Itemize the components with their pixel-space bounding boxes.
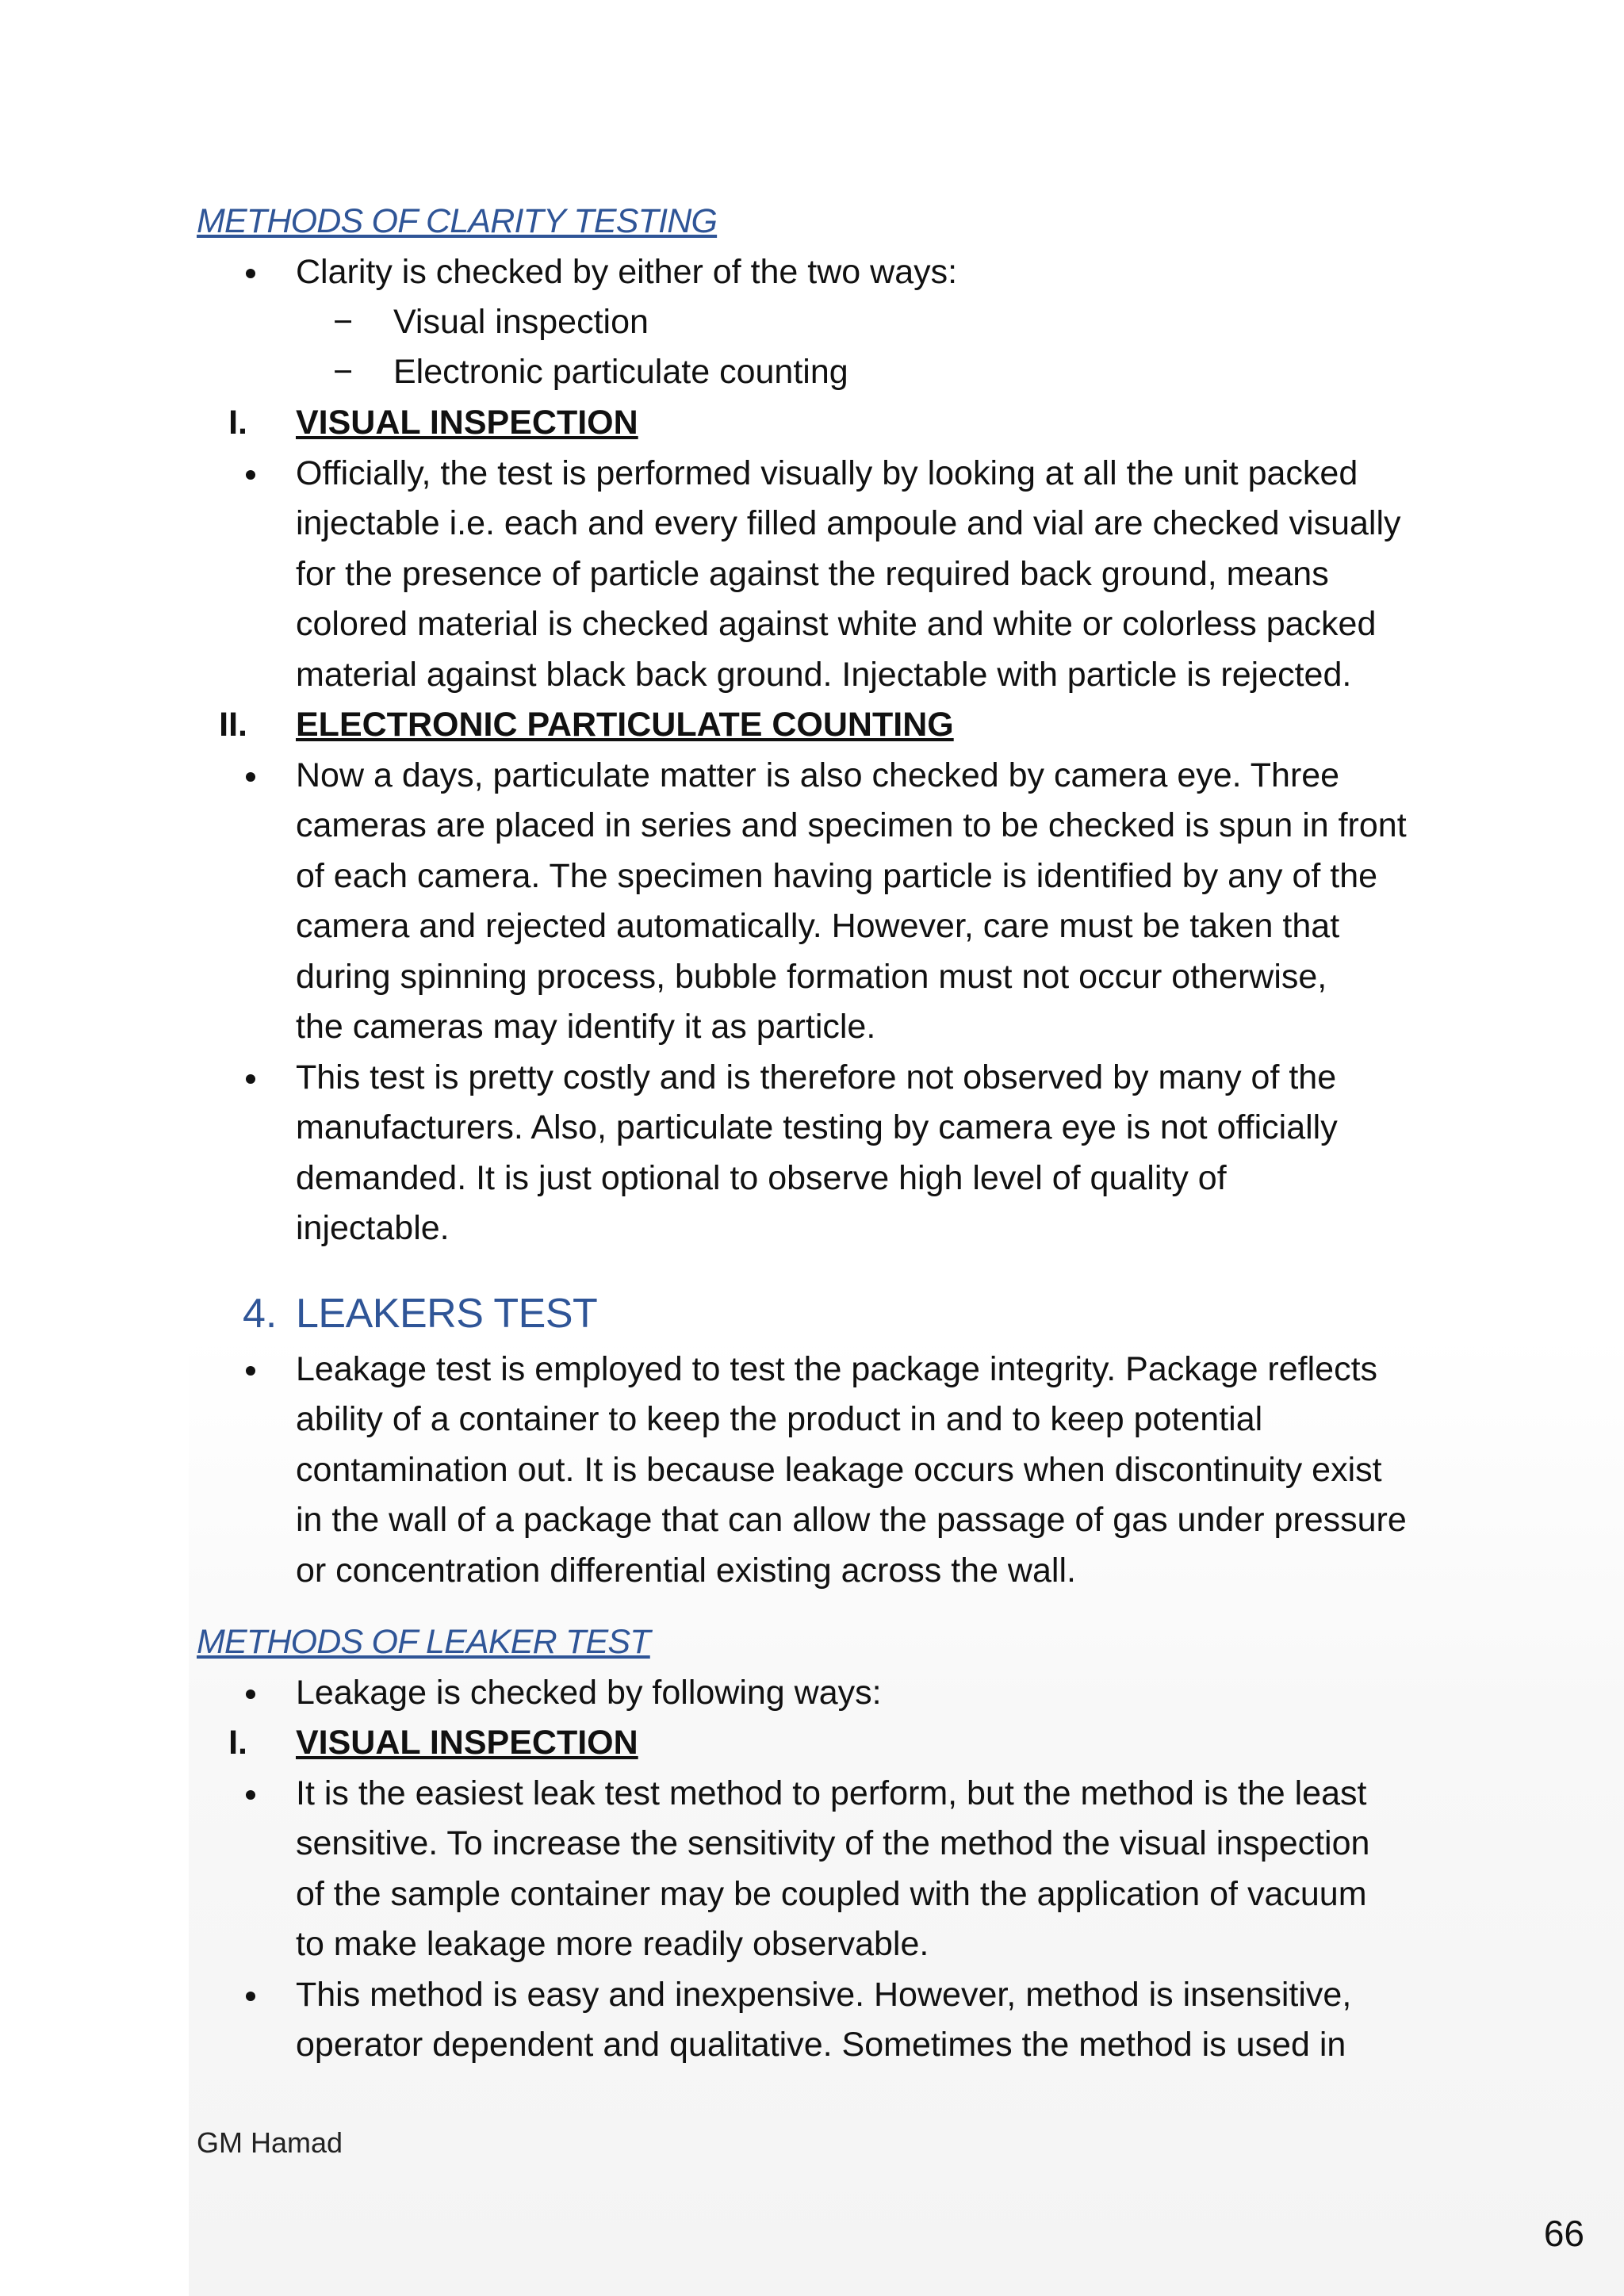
clarity-methods-heading: METHODS OF CLARITY TESTING <box>197 202 718 240</box>
leak-visual-line: operator dependent and qualitative. Sometimes the method is used in <box>296 2026 1346 2064</box>
dash-icon: − <box>333 353 354 391</box>
visual-inspection-heading: VISUAL INSPECTION <box>296 404 638 442</box>
numeral-i: I. <box>228 404 247 442</box>
clarity-intro: Clarity is checked by either of the two ways: <box>296 253 958 291</box>
numeral-i: I. <box>228 1724 247 1762</box>
footer-author: GM Hamad <box>197 2126 343 2159</box>
bullet-icon <box>246 1366 255 1376</box>
leakers-test-heading: LEAKERS TEST <box>296 1291 598 1337</box>
numeral-ii: II. <box>219 706 247 744</box>
electronic-line: demanded. It is just optional to observe high level of quality of <box>296 1159 1227 1197</box>
way-visual-inspection: Visual inspection <box>393 303 649 341</box>
bullet-icon <box>246 772 255 782</box>
bullet-icon <box>246 1790 255 1800</box>
leak-visual-line: sensitive. To increase the sensitivity of the method the visual inspection <box>296 1824 1370 1862</box>
visual-line: Officially, the test is performed visually by looking at all the unit packed <box>296 454 1358 492</box>
bullet-icon <box>246 470 255 480</box>
leakers-line: contamination out. It is because leakage occurs when discontinuity exist <box>296 1451 1382 1489</box>
bullet-icon <box>246 1074 255 1084</box>
electronic-line: Now a days, particulate matter is also checked by camera eye. Three <box>296 756 1340 794</box>
leak-visual-line: to make leakage more readily observable. <box>296 1925 929 1963</box>
page-number: 66 <box>1543 2213 1584 2254</box>
leak-visual-inspection-heading: VISUAL INSPECTION <box>296 1724 638 1762</box>
electronic-counting-heading: ELECTRONIC PARTICULATE COUNTING <box>296 706 954 744</box>
electronic-line: camera and rejected automatically. However, care must be taken that <box>296 907 1340 945</box>
electronic-line: during spinning process, bubble formation must not occur otherwise, <box>296 958 1327 996</box>
visual-line: colored material is checked against white and white or colorless packed <box>296 605 1377 643</box>
way-electronic-counting: Electronic particulate counting <box>393 353 848 391</box>
electronic-line: injectable. <box>296 1209 450 1247</box>
electronic-line: manufacturers. Also, particulate testing by camera eye is not officially <box>296 1108 1338 1146</box>
electronic-line: of each camera. The specimen having particle is identified by any of the <box>296 857 1378 895</box>
leakers-line: Leakage test is employed to test the package integrity. Package reflects <box>296 1350 1378 1388</box>
leaker-methods-heading: METHODS OF LEAKER TEST <box>197 1623 650 1661</box>
leakers-line: ability of a container to keep the product in and to keep potential <box>296 1400 1263 1438</box>
bullet-icon <box>246 1992 255 2001</box>
electronic-line: cameras are placed in series and specimen to be checked is spun in front <box>296 806 1407 844</box>
bullet-icon <box>246 1689 255 1699</box>
leakers-line: in the wall of a package that can allow the passage of gas under pressure <box>296 1501 1407 1539</box>
visual-line: material against black back ground. Injectable with particle is rejected. <box>296 656 1352 694</box>
bullet-icon <box>246 269 255 278</box>
electronic-line: This test is pretty costly and is therefore not observed by many of the <box>296 1058 1337 1096</box>
leak-visual-line: It is the easiest leak test method to perform, but the method is the least <box>296 1774 1367 1812</box>
leak-visual-line: of the sample container may be coupled with the application of vacuum <box>296 1875 1367 1913</box>
section-number: 4. <box>243 1291 278 1337</box>
leaker-intro: Leakage is checked by following ways: <box>296 1674 882 1712</box>
visual-line: injectable i.e. each and every filled ampoule and vial are checked visually <box>296 504 1401 542</box>
visual-line: for the presence of particle against the required back ground, means <box>296 555 1329 593</box>
leak-visual-line: This method is easy and inexpensive. However, method is insensitive, <box>296 1976 1352 2014</box>
electronic-line: the cameras may identify it as particle. <box>296 1008 876 1046</box>
leakers-line: or concentration differential existing across the wall. <box>296 1552 1076 1590</box>
dash-icon: − <box>333 303 354 341</box>
